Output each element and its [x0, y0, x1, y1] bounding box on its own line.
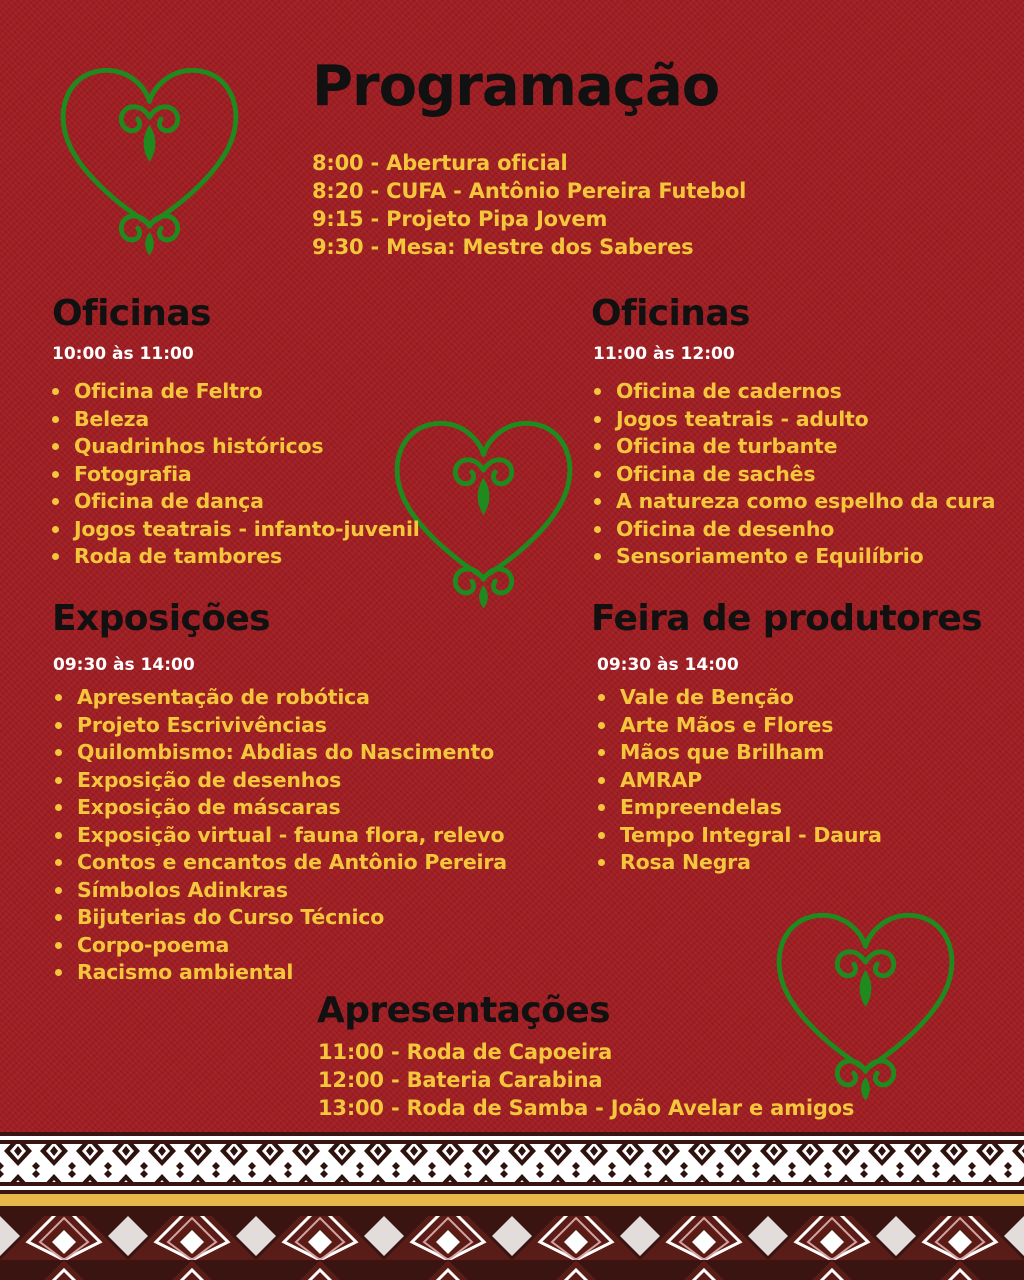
section-time: 09:30 às 14:00 [53, 655, 195, 675]
list-item: Contos e encantos de Antônio Pereira [55, 849, 507, 877]
tribal-border-pattern [0, 1132, 1024, 1280]
schedule-item: 8:20 - CUFA - Antônio Pereira Futebol [312, 179, 747, 203]
list-item: Oficina de desenho [594, 516, 995, 544]
sankofa-heart-icon [52, 58, 247, 258]
list-item: Mãos que Brilham [598, 739, 882, 767]
exposicoes-list [55, 684, 507, 987]
list-item: Exposição virtual - fauna flora, relevo [55, 822, 507, 850]
list-item: Rosa Negra [598, 849, 882, 877]
apresentacoes-schedule [318, 1038, 854, 1122]
section-title-oficinas-1: Oficinas [52, 293, 211, 334]
list-item: Bijuterias do Curso Técnico [55, 904, 507, 932]
section-title-apresentacoes: Apresentações [317, 990, 610, 1031]
list-item: Símbolos Adinkras [55, 877, 507, 905]
list-item: Jogos teatrais - infanto-juvenil [52, 516, 420, 544]
schedule-item: 13:00 - Roda de Samba - João Avelar e amigos [318, 1096, 855, 1120]
oficinas-1-list [52, 378, 420, 571]
feira-list [598, 684, 882, 877]
list-item: Sensoriamento e Equilíbrio [594, 543, 995, 571]
schedule-item: 9:15 - Projeto Pipa Jovem [312, 207, 608, 231]
list-item: Jogos teatrais - adulto [594, 406, 995, 434]
schedule-item: 8:00 - Abertura oficial [312, 151, 568, 175]
list-item: Roda de tambores [52, 543, 420, 571]
list-item: Oficina de turbante [594, 433, 995, 461]
section-time: 10:00 às 11:00 [52, 344, 194, 364]
schedule-item: 11:00 - Roda de Capoeira [318, 1040, 613, 1064]
list-item: Vale de Benção [598, 684, 882, 712]
schedule-item: 9:30 - Mesa: Mestre dos Saberes [312, 235, 694, 259]
schedule-item: 12:00 - Bateria Carabina [318, 1068, 603, 1092]
list-item: Racismo ambiental [55, 959, 507, 987]
list-item: Fotografia [52, 461, 420, 489]
list-item: Exposição de máscaras [55, 794, 507, 822]
section-time: 09:30 às 14:00 [597, 655, 739, 675]
list-item: Exposição de desenhos [55, 767, 507, 795]
list-item: Apresentação de robótica [55, 684, 507, 712]
oficinas-2-list [594, 378, 995, 571]
list-item: Arte Mãos e Flores [598, 712, 882, 740]
list-item: A natureza como espelho da cura [594, 488, 995, 516]
list-item: Oficina de Feltro [52, 378, 420, 406]
list-item: Corpo-poema [55, 932, 507, 960]
list-item: Oficina de sachês [594, 461, 995, 489]
list-item: AMRAP [598, 767, 882, 795]
list-item: Quadrinhos históricos [52, 433, 420, 461]
section-title-feira: Feira de produtores [591, 598, 982, 639]
opening-schedule [312, 149, 746, 261]
list-item: Oficina de dança [52, 488, 420, 516]
section-title-oficinas-2: Oficinas [591, 293, 750, 334]
list-item: Tempo Integral - Daura [598, 822, 882, 850]
list-item: Beleza [52, 406, 420, 434]
list-item: Oficina de cadernos [594, 378, 995, 406]
section-title-exposicoes: Exposições [52, 598, 270, 639]
list-item: Quilombismo: Abdias do Nascimento [55, 739, 507, 767]
section-time: 11:00 às 12:00 [593, 344, 735, 364]
list-item: Empreendelas [598, 794, 882, 822]
list-item: Projeto Escrivivências [55, 712, 507, 740]
page-title: Programação [312, 54, 720, 119]
